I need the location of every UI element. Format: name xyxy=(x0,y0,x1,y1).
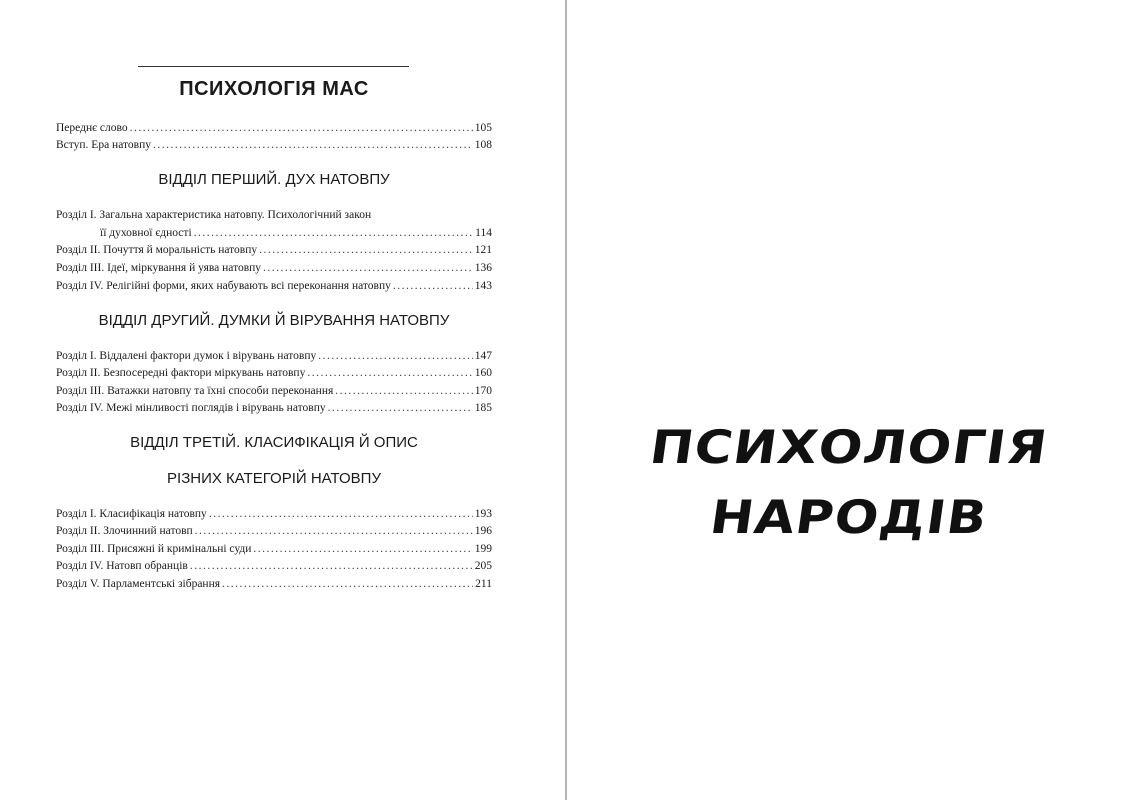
dot-leader xyxy=(263,260,473,277)
toc-entry[interactable] xyxy=(56,400,492,417)
dot-leader xyxy=(335,383,472,400)
toc-entry-page: 170 xyxy=(474,385,492,397)
dot-leader xyxy=(130,120,473,137)
dot-leader xyxy=(194,225,474,242)
toc-entry-title: її духовної єдності xyxy=(100,227,192,239)
dot-leader xyxy=(195,523,473,540)
toc-entry-page: 121 xyxy=(474,244,492,256)
toc-entry[interactable] xyxy=(56,242,492,259)
toc-entry-page: 136 xyxy=(474,262,492,274)
toc-entry[interactable] xyxy=(56,541,492,558)
section-title-line2: НАРОДІВ xyxy=(706,490,992,544)
toc-entry[interactable] xyxy=(56,365,492,382)
toc-entry[interactable] xyxy=(56,506,492,523)
dot-leader xyxy=(307,365,472,382)
toc-entry-title: Розділ IV. Натовп обранців xyxy=(56,560,188,572)
toc-entry-title: Розділ ІІІ. Присяжні й кримінальні суди xyxy=(56,543,252,555)
toc-entry-title: Переднє слово xyxy=(56,122,128,134)
dot-leader xyxy=(328,400,473,417)
dot-leader xyxy=(209,506,473,523)
toc-entry[interactable] xyxy=(56,383,492,400)
dot-leader xyxy=(253,541,472,558)
toc-entry-title: Розділ V. Парламентські зібрання xyxy=(56,578,221,590)
toc-entry-page: 147 xyxy=(474,350,492,362)
toc-entry-page: 199 xyxy=(474,543,492,555)
toc-title: ПСИХОЛОГІЯ МАС xyxy=(179,78,369,100)
toc-entry-page: 205 xyxy=(474,560,492,572)
toc-entry-page: 211 xyxy=(475,578,492,590)
toc-entry-page: 114 xyxy=(475,227,492,239)
toc-entry-page: 193 xyxy=(474,508,492,520)
toc-entry[interactable] xyxy=(56,348,492,365)
dot-leader xyxy=(393,278,473,295)
toc-entry-page: 143 xyxy=(474,280,492,292)
dot-leader xyxy=(318,348,473,365)
section-title-line1: ПСИХОЛОГІЯ xyxy=(646,420,1052,474)
toc-entry-title: Розділ ІІІ. Ідеї, міркування й уява натовпу xyxy=(56,262,262,274)
toc-entry-page: 160 xyxy=(474,367,492,379)
toc-entry[interactable] xyxy=(56,120,492,137)
toc-entry-title-line1[interactable]: Розділ І. Загальна характеристика натовпу. Психологічний закон xyxy=(56,209,372,221)
toc-entry-title: Розділ ІІ. Почуття й моральність натовпу xyxy=(56,244,258,256)
toc-entry-title: Розділ ІІ. Злочинний натовп xyxy=(56,525,193,537)
toc-entry-page: 196 xyxy=(474,525,492,537)
toc-entry[interactable] xyxy=(56,225,492,242)
dot-leader xyxy=(153,137,473,154)
dot-leader xyxy=(259,242,473,259)
section-heading-part1: ВІДДІЛ ПЕРШИЙ. ДУХ НАТОВПУ xyxy=(158,171,390,188)
toc-entry-title: Розділ ІІ. Безпосередні фактори міркувань натовпу xyxy=(56,367,306,379)
toc-entry-title: Розділ І. Класифікація натовпу xyxy=(56,508,207,520)
toc-entry-title: Вступ. Ера натовпу xyxy=(56,139,151,151)
left-page xyxy=(0,0,565,800)
toc-entry-title: Розділ ІІІ. Ватажки натовпу та їхні способи переконання xyxy=(56,385,334,397)
right-page xyxy=(567,0,1131,800)
section-heading-part2: ВІДДІЛ ДРУГИЙ. ДУМКИ Й ВІРУВАННЯ НАТОВПУ xyxy=(98,312,450,329)
toc-entry-title: Розділ IV. Релігійні форми, яких набувають всі переконання натовпу xyxy=(56,280,391,292)
toc-entry[interactable] xyxy=(56,523,492,540)
toc-entry-title: Розділ IV. Межі мінливості поглядів і вірувань натовпу xyxy=(56,402,326,414)
toc-entry[interactable] xyxy=(56,137,492,154)
toc-entry[interactable] xyxy=(56,576,492,593)
toc-entry[interactable] xyxy=(56,278,492,295)
dot-leader xyxy=(190,558,473,575)
toc-entry-page: 185 xyxy=(474,402,492,414)
section-heading-part3: ВІДДІЛ ТРЕТІЙ. КЛАСИФІКАЦІЯ Й ОПИС xyxy=(130,434,418,451)
section-heading-part3-line2: РІЗНИХ КАТЕГОРІЙ НАТОВПУ xyxy=(167,470,381,487)
toc-entry[interactable] xyxy=(56,260,492,277)
dot-leader xyxy=(222,576,473,593)
toc-entry-title: Розділ І. Віддалені фактори думок і вірувань натовпу xyxy=(56,350,317,362)
top-rule xyxy=(138,66,409,67)
toc-entry[interactable] xyxy=(56,558,492,575)
toc-entry-page: 105 xyxy=(474,122,492,134)
toc-entry-page: 108 xyxy=(474,139,492,151)
